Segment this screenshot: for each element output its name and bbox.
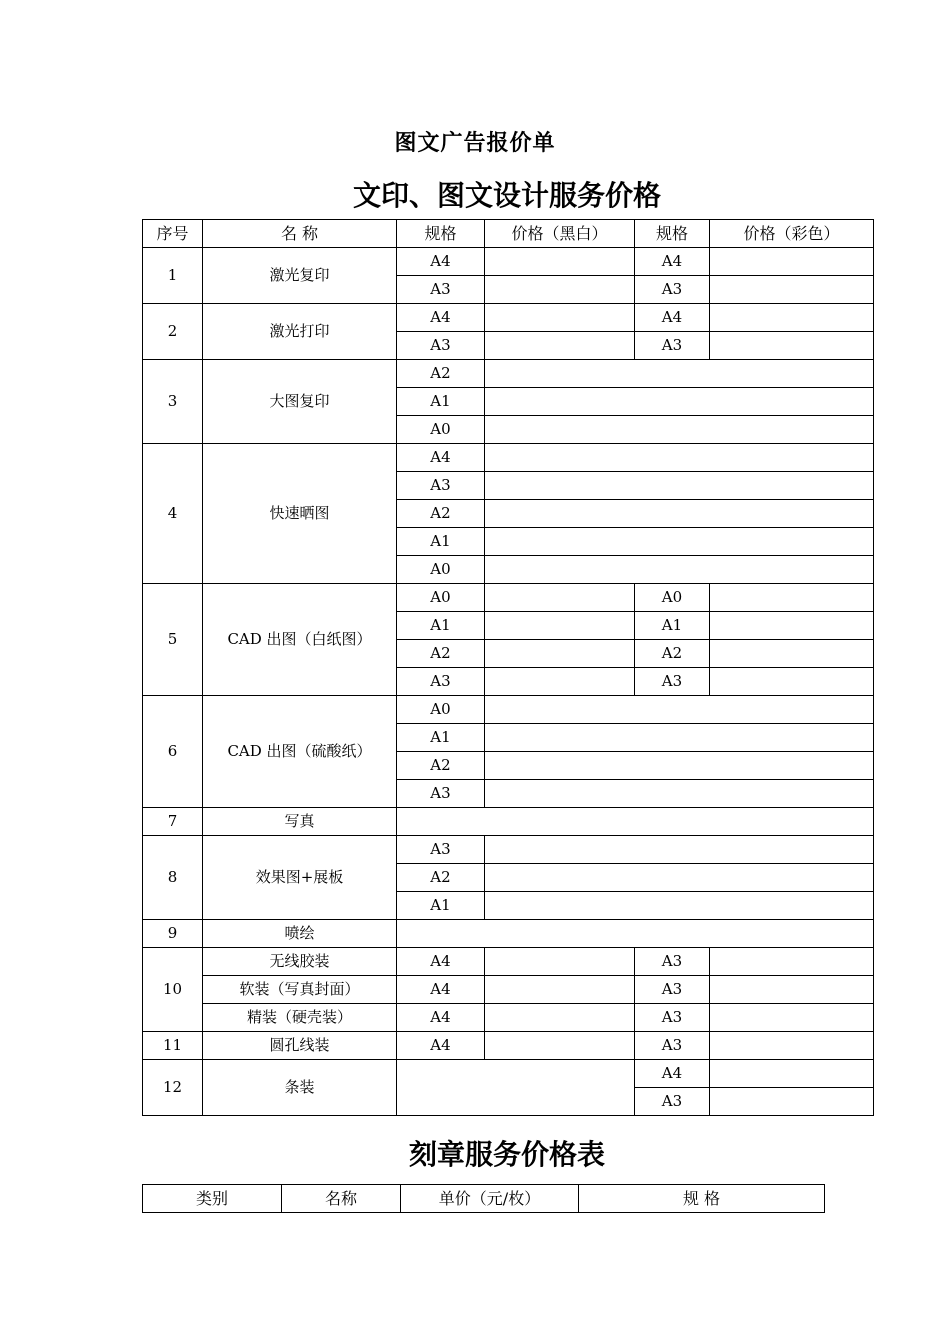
row-name: 圆孔线装 [203,1032,397,1060]
table-row [143,248,874,276]
price-bw-cell[interactable] [485,976,635,1004]
spec-color-cell: A4 [635,248,710,276]
spec-cell: A1 [397,388,485,416]
table-header-row [143,220,874,248]
spec-color-cell: A0 [635,584,710,612]
header-no: 序号 [143,220,203,248]
spec-cell: A2 [397,640,485,668]
spec-cell: A4 [397,948,485,976]
header-spec: 规 格 [579,1185,825,1213]
spec-color-cell: A4 [635,304,710,332]
price-cell[interactable] [485,528,874,556]
spec-cell: A0 [397,696,485,724]
price-color-cell[interactable] [710,304,874,332]
price-cell[interactable] [397,808,874,836]
header-spec-color: 规格 [635,220,710,248]
table-row [143,360,874,388]
price-color-cell[interactable] [710,668,874,696]
header-name: 名 称 [203,220,397,248]
table-row [143,584,874,612]
section-title-seal: 刻章服务价格表 [408,1138,605,1171]
price-cell[interactable] [485,388,874,416]
price-cell[interactable] [485,836,874,864]
price-cell[interactable] [485,500,874,528]
spec-cell: A4 [397,444,485,472]
row-no: 10 [143,948,203,1032]
price-color-cell[interactable] [710,276,874,304]
row-no: 12 [143,1060,203,1116]
spec-cell: A4 [397,976,485,1004]
row-no: 6 [143,696,203,808]
row-name: 大图复印 [203,360,397,444]
row-no: 3 [143,360,203,444]
table-row [143,1060,874,1088]
row-name: 喷绘 [203,920,397,948]
price-color-cell[interactable] [710,584,874,612]
spec-cell: A3 [397,836,485,864]
price-color-cell[interactable] [710,248,874,276]
row-no: 4 [143,444,203,584]
table-row [143,304,874,332]
spec-cell: A3 [397,332,485,360]
spec-cell: A0 [397,584,485,612]
printing-price-table [142,219,874,1116]
price-bw-cell[interactable] [485,640,635,668]
table-header-row [143,1185,825,1213]
document-title: 图文广告报价单 [394,130,556,156]
row-no: 7 [143,808,203,836]
table-row [143,836,874,864]
table-row [143,976,874,1004]
row-no: 8 [143,836,203,920]
table-row [143,948,874,976]
price-color-cell[interactable] [710,332,874,360]
row-name: 无线胶装 [203,948,397,976]
price-cell[interactable] [485,864,874,892]
price-bw-cell[interactable] [485,1004,635,1032]
spec-cell: A3 [397,276,485,304]
row-name: CAD 出图（白纸图） [203,584,397,696]
spec-cell: A1 [397,724,485,752]
header-price-bw: 价格（黑白） [485,220,635,248]
price-bw-cell[interactable] [397,1060,635,1116]
price-bw-cell[interactable] [485,276,635,304]
table-row [143,1032,874,1060]
price-cell[interactable] [485,780,874,808]
spec-color-cell: A3 [635,976,710,1004]
row-name: 激光复印 [203,248,397,304]
table-row [143,920,874,948]
spec-cell: A2 [397,752,485,780]
price-bw-cell[interactable] [485,304,635,332]
spec-cell: A0 [397,556,485,584]
price-bw-cell[interactable] [485,332,635,360]
table-row [143,808,874,836]
row-name: 软装（写真封面） [203,976,397,1004]
price-color-cell[interactable] [710,948,874,976]
spec-cell: A0 [397,416,485,444]
spec-color-cell: A2 [635,640,710,668]
row-no: 2 [143,304,203,360]
table-row [143,444,874,472]
row-name: 精装（硬壳装） [203,1004,397,1032]
price-cell[interactable] [485,472,874,500]
spec-cell: A3 [397,780,485,808]
price-cell[interactable] [485,556,874,584]
price-cell[interactable] [485,360,874,388]
price-color-cell[interactable] [710,612,874,640]
row-name: CAD 出图（硫酸纸） [203,696,397,808]
table-row [143,1004,874,1032]
price-cell[interactable] [485,444,874,472]
header-category: 类别 [143,1185,282,1213]
header-spec: 规格 [397,220,485,248]
price-cell[interactable] [397,920,874,948]
spec-cell: A3 [397,668,485,696]
row-no: 9 [143,920,203,948]
spec-color-cell: A3 [635,668,710,696]
spec-color-cell: A3 [635,276,710,304]
spec-color-cell: A4 [635,1060,710,1088]
row-name: 写真 [203,808,397,836]
spec-cell: A4 [397,1032,485,1060]
price-bw-cell[interactable] [485,948,635,976]
price-color-cell[interactable] [710,1004,874,1032]
price-color-cell[interactable] [710,1032,874,1060]
price-cell[interactable] [485,724,874,752]
spec-color-cell: A3 [635,948,710,976]
spec-cell: A1 [397,612,485,640]
price-color-cell[interactable] [710,1088,874,1116]
row-no: 5 [143,584,203,696]
spec-cell: A1 [397,528,485,556]
header-price-color: 价格（彩色） [710,220,874,248]
header-name: 名称 [282,1185,401,1213]
seal-price-table [142,1184,825,1213]
spec-color-cell: A3 [635,332,710,360]
row-no: 1 [143,248,203,304]
header-unit-price: 单价（元/枚） [401,1185,579,1213]
price-color-cell[interactable] [710,976,874,1004]
spec-cell: A2 [397,500,485,528]
spec-color-cell: A3 [635,1032,710,1060]
spec-cell: A4 [397,1004,485,1032]
price-bw-cell[interactable] [485,248,635,276]
price-bw-cell[interactable] [485,584,635,612]
row-no: 11 [143,1032,203,1060]
spec-cell: A3 [397,472,485,500]
row-name: 效果图+展板 [203,836,397,920]
row-name: 条装 [203,1060,397,1116]
price-bw-cell[interactable] [485,668,635,696]
spec-cell: A2 [397,864,485,892]
price-cell[interactable] [485,752,874,780]
price-color-cell[interactable] [710,1060,874,1088]
spec-cell: A2 [397,360,485,388]
spec-cell: A4 [397,304,485,332]
spec-color-cell: A1 [635,612,710,640]
row-name: 激光打印 [203,304,397,360]
section-title-printing: 文印、图文设计服务价格 [352,179,661,212]
spec-cell: A4 [397,248,485,276]
price-cell[interactable] [485,892,874,920]
price-cell[interactable] [485,696,874,724]
price-bw-cell[interactable] [485,1032,635,1060]
table-row [143,696,874,724]
spec-color-cell: A3 [635,1088,710,1116]
row-name: 快速晒图 [203,444,397,584]
spec-color-cell: A3 [635,1004,710,1032]
price-cell[interactable] [485,416,874,444]
spec-cell: A1 [397,892,485,920]
price-bw-cell[interactable] [485,612,635,640]
price-color-cell[interactable] [710,640,874,668]
